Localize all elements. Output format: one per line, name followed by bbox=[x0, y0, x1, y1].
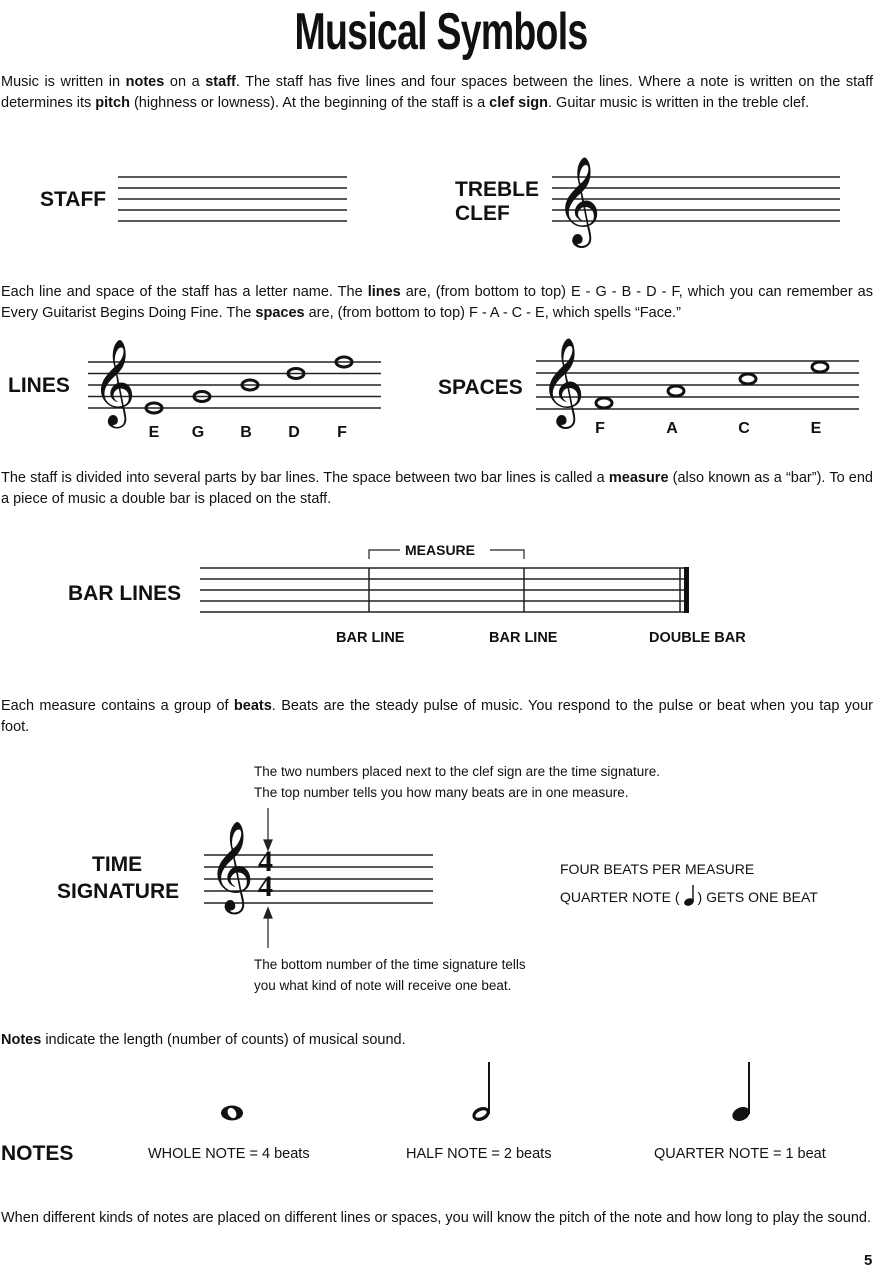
time-denominator: 4 bbox=[258, 870, 273, 903]
time-bottom-note-1: The bottom number of the time signature tells bbox=[254, 957, 526, 972]
line-letter-d: D bbox=[288, 424, 300, 441]
bar-lines-label: BAR LINES bbox=[68, 582, 182, 605]
time-top-note-1: The two numbers placed next to the clef sign are the time signature. bbox=[254, 764, 660, 779]
line-letter-b: B bbox=[240, 424, 252, 441]
barlines-paragraph: The staff is divided into several parts by bar lines. The space between two bar lines is called a measure (also known as a “bar”). To end a piece of music a double bar is placed on the staff. bbox=[1, 470, 873, 507]
bar-line-label-2: BAR LINE bbox=[489, 630, 558, 646]
line-letter-e: E bbox=[148, 424, 160, 441]
time-numerator: 4 bbox=[258, 845, 273, 878]
measure-label: MEASURE bbox=[405, 542, 476, 558]
treble-clef-icon: 𝄞 bbox=[556, 155, 601, 244]
letters-paragraph: Each line and space of the staff has a letter name. The lines are, (from bottom to top) E - G - B - D - F, which you can remember as Every Guitarist Begins Doing Fine. The spaces are, (from bottom to top) F - A - C - E, which spells “Face.” bbox=[1, 284, 873, 321]
line-letter-g: G bbox=[191, 424, 205, 441]
line-letter-f: F bbox=[337, 424, 347, 441]
quarter-note-inline-icon bbox=[682, 884, 696, 906]
space-letter-f: F bbox=[595, 420, 605, 437]
time-label-1: TIME bbox=[92, 853, 143, 876]
whole-note-icon bbox=[220, 1104, 246, 1124]
quarter-note-label: QUARTER NOTE = 1 beat bbox=[654, 1146, 826, 1162]
time-clef-icon: 𝄞 bbox=[208, 821, 255, 911]
space-letter-c: C bbox=[738, 420, 750, 437]
page-title: Musical Symbols bbox=[294, 3, 588, 61]
notes-label: NOTES bbox=[1, 1142, 74, 1165]
bar-line-label-1: BAR LINE bbox=[336, 630, 405, 646]
quarter-note-icon bbox=[730, 1060, 756, 1124]
time-right-2: QUARTER NOTE ( ) GETS ONE BEAT bbox=[560, 884, 818, 906]
notes-paragraph: Notes indicate the length (number of counts) of musical sound. bbox=[1, 1032, 406, 1048]
whole-note-label: WHOLE NOTE = 4 beats bbox=[148, 1146, 310, 1162]
staff-label: STAFF bbox=[40, 188, 107, 211]
time-bottom-note-2: you what kind of note will receive one beat. bbox=[254, 978, 512, 993]
closing-paragraph: When different kinds of notes are placed on different lines or spaces, you will know the pitch of the note and how long to play the sound. bbox=[1, 1210, 872, 1226]
time-right-1: FOUR BEATS PER MEASURE bbox=[560, 861, 755, 877]
lines-label: LINES bbox=[8, 374, 70, 397]
page-number: 5 bbox=[864, 1252, 873, 1269]
half-note-label: HALF NOTE = 2 beats bbox=[406, 1146, 552, 1162]
treble-label-2: CLEF bbox=[455, 202, 510, 225]
time-top-note-2: The top number tells you how many beats are in one measure. bbox=[254, 785, 629, 800]
lines-clef-icon: 𝄞 bbox=[92, 339, 136, 425]
time-label-2: SIGNATURE bbox=[57, 880, 180, 903]
half-note-icon bbox=[470, 1060, 496, 1124]
staff-diagram bbox=[118, 176, 348, 226]
space-letter-a: A bbox=[666, 420, 678, 437]
spaces-clef-icon: 𝄞 bbox=[540, 336, 585, 425]
space-letter-e: E bbox=[810, 420, 822, 437]
treble-label-1: TREBLE bbox=[455, 178, 539, 201]
spaces-label: SPACES bbox=[438, 376, 523, 399]
intro-paragraph: Music is written in notes on a staff. The staff has five lines and four spaces between the lines. Where a note is written on the staff determines its pitch (highness or lowness). At the beginning of the staff is a clef sign. Guitar music is written in the treble clef. bbox=[1, 74, 873, 111]
double-bar-label: DOUBLE BAR bbox=[649, 630, 746, 646]
beats-paragraph: Each measure contains a group of beats. Beats are the steady pulse of music. You respond to the pulse or beat when you tap your foot. bbox=[1, 698, 873, 735]
